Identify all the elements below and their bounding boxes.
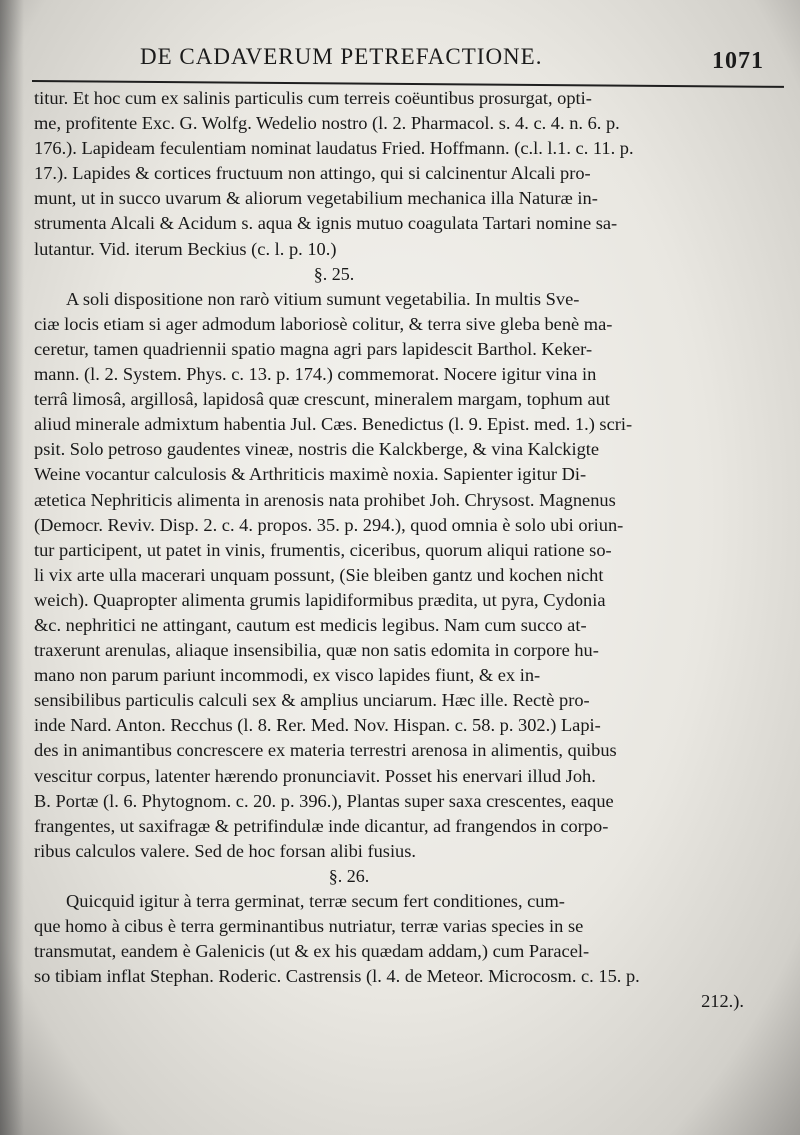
text-line: titur. Et hoc cum ex salinis particulis cum terreis coëuntibus prosurgat, opti- — [34, 88, 592, 108]
text-line: 176.). Lapideam feculentiam nominat laudatus Fried. Hoffmann. (c.l. l.1. c. 11. p. — [34, 138, 634, 159]
text-line: 17.). Lapides & cortices fructuum non attingo, qui si calcinentur Alcali pro- — [34, 163, 591, 184]
text-line: mano non parum pariunt incommodi, ex visco lapides fiunt, & ex in- — [34, 665, 541, 686]
text-line: li vix arte ulla macerari unquam possunt, (Sie bleiben gantz und kochen nicht — [34, 564, 604, 585]
text-line: B. Portæ (l. 6. Phytognom. c. 20. p. 396.), Plantas super saxa crescentes, eaque — [34, 790, 614, 811]
text-line: terrâ limosâ, argillosâ, lapidosâ quæ crescunt, mineralem margam, tophum aut — [34, 389, 610, 410]
page-number: 1071 — [712, 48, 764, 74]
page-gutter-shadow — [0, 0, 24, 1135]
text-line: me, profitente Exc. G. Wolfg. Wedelio nostro (l. 2. Pharmacol. s. 4. c. 4. n. 6. p. — [34, 113, 620, 134]
text-line: ciæ locis etiam si ager admodum laboriosè colitur, & terra sive gleba benè ma- — [34, 313, 613, 334]
text-line: &c. nephritici ne attingant, cautum est medicis legibus. Nam cum succo at- — [34, 614, 587, 635]
text-line: frangentes, ut saxifragæ & petrifindulæ inde dicantur, ad frangendos in corpo- — [34, 815, 609, 836]
text-line: des in animantibus concrescere ex materia terrestri arenosa in alimentis, quibus — [34, 740, 617, 761]
text-line: ætetica Nephriticis alimenta in arenosis nata prohibet Joh. Chrysost. Magnenus — [34, 489, 616, 510]
text-line: munt, ut in succo uvarum & aliorum vegetabilium mechanica illa Naturæ in- — [34, 188, 598, 209]
text-line: ribus calculos valere. Sed de hoc forsan alibi fusius. — [34, 840, 417, 861]
text-line: psit. Solo petroso gaudentes vineæ, nostris die Kalckberge, & vina Kalckigte — [34, 439, 600, 460]
text-line: Weine vocantur calculosis & Arthriticis maximè noxia. Sapienter igitur Di- — [34, 464, 587, 485]
text-line: A soli dispositione non rarò vitium sumunt vegetabilia. In multis Sve- — [66, 288, 580, 309]
text-line: weich). Quapropter alimenta grumis lapidiformibus prædita, ut pyra, Cydonia — [34, 589, 606, 610]
text-line: sensibilibus particulis calculi sex & amplius unciarum. Hæc ille. Rectè pro- — [34, 690, 590, 711]
text-line: strumenta Alcali & Acidum s. aqua & ignis mutuo coagulata Tartari nomine sa- — [34, 213, 618, 234]
text-line: 212.). — [701, 991, 744, 1012]
running-title: DE CADAVERUM PETREFACTIONE. — [140, 44, 543, 69]
text-line: aliud minerale admixtum habentia Jul. Cæs. Benedictus (l. 9. Epist. med. 1.) scri- — [34, 414, 633, 435]
text-line: mann. (l. 2. System. Phys. c. 13. p. 174.) commemorat. Nocere igitur vina in — [34, 364, 597, 385]
text-line: traxerunt arenulas, aliaque insensibilia, quæ non satis edomita in corpore hu- — [34, 640, 599, 661]
section-heading-25: §. 25. — [313, 263, 355, 284]
body-text — [34, 86, 784, 1014]
text-line: que homo à cibus è terra germinantibus nutriatur, terræ varias species in se — [34, 916, 584, 937]
text-line: transmutat, eandem è Galenicis (ut & ex his quædam addam,) cum Paracel- — [34, 941, 590, 962]
text-line: vescitur corpus, latenter hærendo pronunciavit. Posset his enervari illud Joh. — [34, 765, 596, 786]
text-line: lutantur. Vid. iterum Beckius (c. l. p. 10.) — [34, 238, 337, 259]
text-line: so tibiam inflat Stephan. Roderic. Castrensis (l. 4. de Meteor. Microcosm. c. 15. p. — [34, 966, 640, 987]
text-line: ceretur, tamen quadriennii spatio magna agri pars lapidescit Barthol. Keker- — [34, 338, 593, 359]
section-heading-26: §. 26. — [328, 865, 370, 886]
text-line: (Democr. Reviv. Disp. 2. c. 4. propos. 35. p. 294.), quod omnia è solo ubi oriun- — [34, 514, 624, 535]
text-line: inde Nard. Anton. Recchus (l. 8. Rer. Med. Nov. Hispan. c. 58. p. 302.) Lapi- — [34, 715, 601, 736]
text-line: tur participent, ut patet in vinis, frumentis, ciceribus, quorum aliqui ratione so- — [34, 539, 612, 560]
text-line: Quicquid igitur à terra germinat, terræ secum fert conditiones, cum- — [66, 891, 565, 911]
